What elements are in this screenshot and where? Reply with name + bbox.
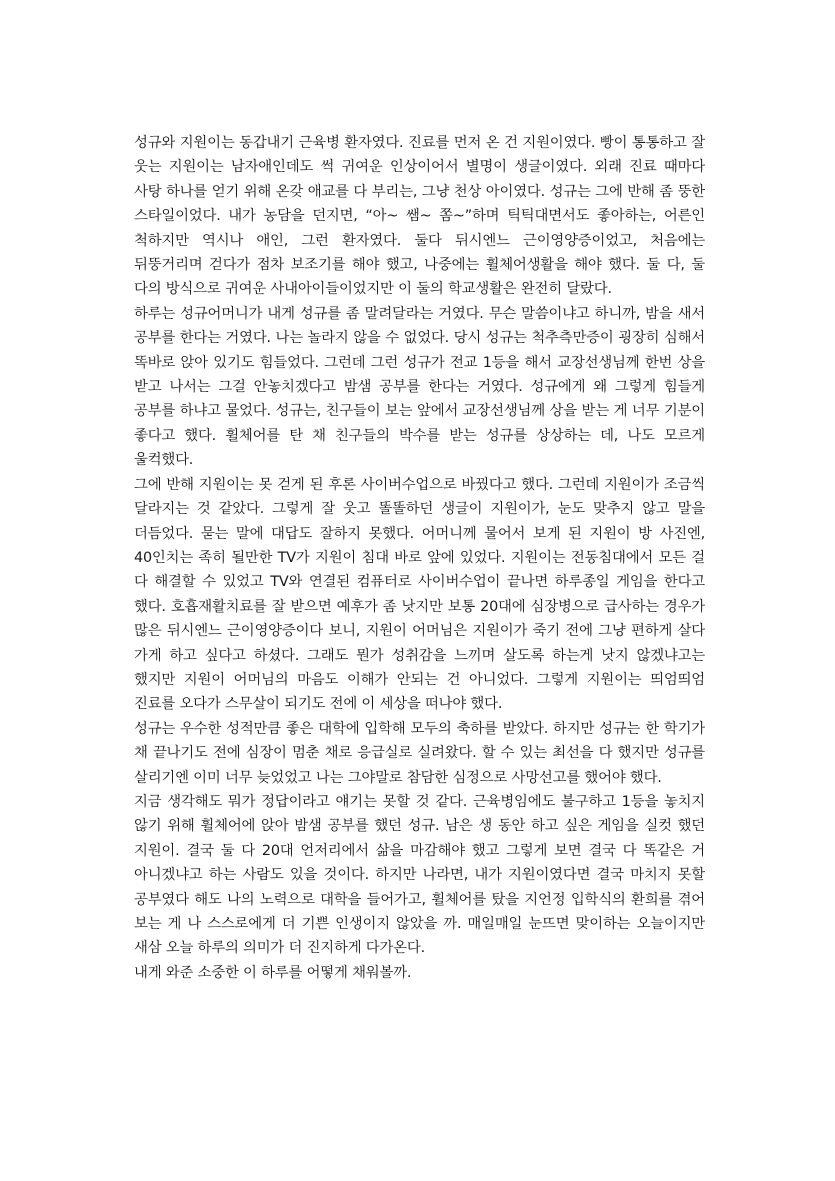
document-body — [134, 131, 705, 985]
paragraph-4: 성규는 우수한 성적만큼 좋은 대학에 입학해 모두의 축하를 받았다. 하지만 성규는 한 학기가 채 끝나기도 전에 심장이 멈춘 채로 응급실로 실려왔다. 할 수 있는 최선을 다 했지만 성규를 살리기엔 이미 너무 늦었었고 나는 그야말로 참담한 심정으로 사망선고를 했어야 했다. — [134, 720, 705, 786]
paragraph-3: 그에 반해 지원이는 못 걷게 된 후론 사이버수업으로 바꿨다고 했다. 그런데 지원이가 조금씩 달라지는 것 같았다. 그렇게 잘 웃고 똘똘하던 생글이 지원이가, 눈도 맞추지 않고 말을 더듬었다. 묻는 말에 대답도 잘하지 못했다. 어머니께 물어서 보게 된 지원이 방 사진엔, 40인치는 족히 될만한 TV가 지원이 침대 바로 앞에 있었다. 지원이는 전동침대에서 모든 걸 다 해결할 수 있었고 TV와 연결된 컴퓨터로 사이버수업이 끝나면 하루종일 게임을 한다고 했다. 호흡재활치료를 잘 받으면 예후가 좀 낫지만 보통 20대에 심장병으로 급사하는 경우가 많은 뒤시엔느 근이영양증이다 보니, 지원이 어머님은 지원이가 죽기 전에 그냥 편하게 살다 가게 하고 싶다고 하셨다. 그래도 뭔가 성취감을 느끼며 살도록 하는게 낫지 않겠냐고는 했지만 지원이 어머님의 마음도 이해가 안되는 건 아니었다. 그렇게 지원이는 띄엄띄엄 진료를 오다가 스무살이 되기도 전에 이 세상을 떠나야 했다. — [134, 476, 705, 713]
paragraph-5: 지금 생각해도 뭐가 정답이라고 얘기는 못할 것 같다. 근육병임에도 불구하고 1등을 놓치지 않기 위해 휠체어에 앉아 밤샘 공부를 했던 성규. 남은 생 동안 하고 싶은 게임을 실컷 했던 지원이. 결국 둘 다 20대 언저리에서 삶을 마감해야 했고 그렇게 보면 결국 다 똑같은 거 아니겠냐고 하는 사람도 있을 것이다. 하지만 나라면, 내가 지원이였다면 결국 마치지 못할 공부였다 해도 나의 노력으로 대학을 들어가고, 휠체어를 탔을 지언정 입학식의 환희를 겪어 보는 게 나 스스로에게 더 기쁜 인생이지 않았을 까. 매일매일 눈뜨면 맞이하는 오늘이지만 새삼 오늘 하루의 의미가 더 진지하게 다가온다. — [134, 793, 705, 957]
paragraph-2: 하루는 성규어머니가 내게 성규를 좀 말려달라는 거였다. 무슨 말씀이냐고 하니까, 밤을 새서 공부를 한다는 거였다. 나는 놀라지 않을 수 없었다. 당시 성규는 척추측만증이 굉장히 심해서 똑바로 앉아 있기도 힘들었다. 그런데 그런 성규가 전교 1등을 해서 교장선생님께 한번 상을 받고 나서는 그걸 안놓치겠다고 밤샘 공부를 한다는 거였다. 성규에게 왜 그렇게 힘들게 공부를 하냐고 물었다. 성규는, 친구들이 보는 앞에서 교장선생님께 상을 받는 게 너무 기분이 좋다고 했다. 휠체어를 탄 채 친구들의 박수를 받는 성규를 상상하는 데, 나도 모르게 울컥했다. — [134, 305, 705, 469]
paragraph-1: 성규와 지원이는 동갑내기 근육병 환자였다. 진료를 먼저 온 건 지원이였다. 빵이 통통하고 잘 웃는 지원이는 남자애인데도 썩 귀여운 인상이어서 별명이 생글이였다. 외래 진료 때마다 사탕 하나를 얻기 위해 온갖 애교를 다 부리는, 그냥 천상 아이였다. 성규는 그에 반해 좀 뚱한 스타일이었다. 내가 농담을 던지면, “아~ 쌤~ 쫌~”하며 틱틱대면서도 좋아하는, 어른인 척하지만 역시나 애인, 그런 환자였다. 둘다 뒤시엔느 근이영양증이었고, 처음에는 뒤뚱거리며 걷다가 점차 보조기를 해야 했고, 나중에는 휠체어생활을 해야 했다. 둘 다, 둘 다의 방식으로 귀여운 사내아이들이었지만 이 둘의 학교생활은 완전히 달랐다. — [134, 135, 705, 298]
paragraph-6: 내게 와준 소중한 이 하루를 어떻게 채워볼까. — [134, 964, 412, 981]
